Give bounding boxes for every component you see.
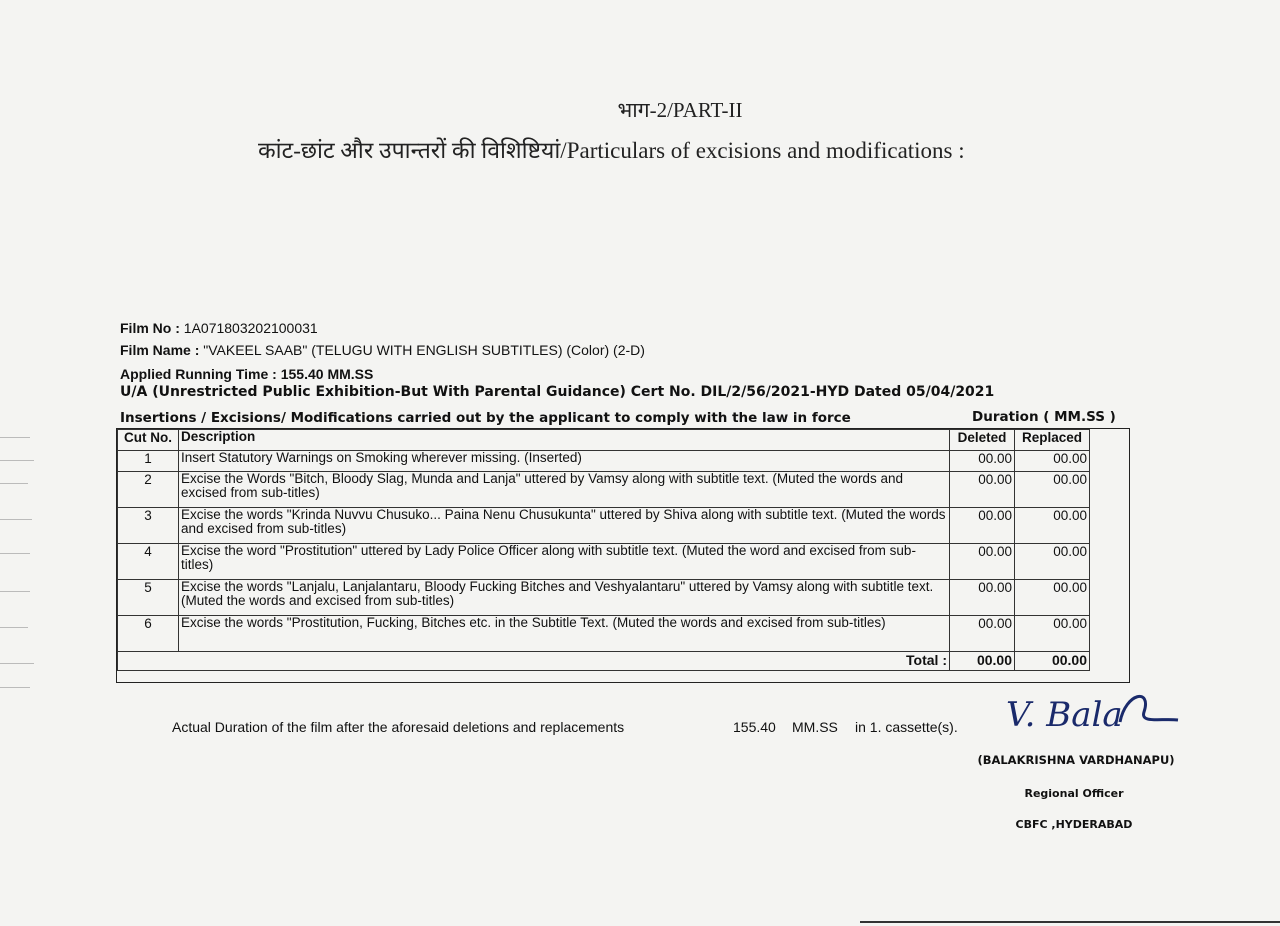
officer-signature [1002,682,1192,742]
actual-duration-value: 155.40 [733,719,776,735]
cut-no-cell: 3 [118,508,179,544]
officer-name: (BALAKRISHNA VARDHANAPU) [977,753,1175,767]
total-row [118,652,1090,671]
table-row [118,544,1090,580]
particulars-heading: कांट-छांट और उपान्तरों की विशिष्टियां/Particulars of excisions and modifications : [258,138,965,163]
part-heading: भाग-2/PART-II [617,98,743,122]
actual-duration-unit: MM.SS [792,719,838,735]
deleted-cell: 00.00 [950,508,1015,544]
scan-bottom-line [860,921,1280,923]
table-row [118,451,1090,472]
cut-no-cell: 4 [118,544,179,580]
officer-title: Regional Officer [1024,787,1124,800]
deleted-cell: 00.00 [950,472,1015,508]
scan-mark [0,663,34,664]
scan-mark [0,591,30,592]
signature-flourish [1120,696,1178,722]
scan-mark [0,519,32,520]
scan-mark [0,553,30,554]
cut-no-cell: 6 [118,616,179,652]
col-cut-no: Cut No. [118,430,179,451]
total-replaced: 00.00 [1015,652,1090,671]
description-cell: Excise the words "Lanjalu, Lanjalantaru, Bloody Fucking Bitches and Veshyalantaru" uttered by Vamsy along with subtitle text. (Muted the words and excised from sub-titles) [179,580,950,616]
table-body [118,451,1090,652]
replaced-cell: 00.00 [1015,544,1090,580]
deleted-cell: 00.00 [950,451,1015,472]
excisions-table-frame [116,428,1130,683]
duration-heading: Duration ( MM.SS ) [972,409,1116,425]
description-cell: Excise the Words "Bitch, Bloody Slag, Munda and Lanja" uttered by Vamsy along with subtitle text. (Muted the words and excised from sub-titles) [179,472,950,508]
description-cell: Excise the words "Krinda Nuvvu Chusuko... Paina Nenu Chusukunta" uttered by Shiva along with subtitle text. (Muted the words and excised from sub-titles) [179,508,950,544]
table-row [118,508,1090,544]
cassette-count: in 1. cassette(s). [855,719,958,735]
scan-mark [0,437,30,438]
table-row [118,580,1090,616]
running-time: Applied Running Time : 155.40 MM.SS [120,366,374,382]
excisions-table [117,429,1090,671]
scan-mark [0,627,28,628]
film-name-line [120,342,645,358]
table-row [118,616,1090,652]
description-cell: Excise the words "Prostitution, Fucking, Bitches etc. in the Subtitle Text. (Muted the words and excised from sub-titles) [179,616,950,652]
deleted-cell: 00.00 [950,580,1015,616]
total-blank-cell [118,652,179,671]
description-cell: Insert Statutory Warnings on Smoking wherever missing. (Inserted) [179,451,950,472]
total-deleted: 00.00 [950,652,1015,671]
film-no-label: Film No : [120,320,180,336]
actual-duration-label: Actual Duration of the film after the aforesaid deletions and replacements [172,719,625,735]
col-replaced: Replaced [1015,430,1090,451]
film-name-label: Film Name : [120,342,200,358]
cut-no-cell: 1 [118,451,179,472]
replaced-cell: 00.00 [1015,580,1090,616]
cut-no-cell: 5 [118,580,179,616]
film-name-value: "VAKEEL SAAB" (TELUGU WITH ENGLISH SUBTITLES) (Color) (2-D) [203,342,645,358]
film-no-value: 1A071803202100031 [183,320,318,336]
scan-mark [0,483,28,484]
col-deleted: Deleted [950,430,1015,451]
table-row [118,472,1090,508]
film-no-line [120,320,318,336]
insertions-heading: Insertions / Excisions/ Modifications carried out by the applicant to comply with the law in force [120,410,851,426]
deleted-cell: 00.00 [950,616,1015,652]
certificate-line: U/A (Unrestricted Public Exhibition-But With Parental Guidance) Cert No. DIL/2/56/2021-HYD Dated 05/04/2021 [120,384,995,400]
total-label: Total : [179,652,950,671]
scan-mark [0,460,34,461]
scan-mark [0,687,30,688]
cut-no-cell: 2 [118,472,179,508]
deleted-cell: 00.00 [950,544,1015,580]
replaced-cell: 00.00 [1015,451,1090,472]
replaced-cell: 00.00 [1015,472,1090,508]
description-cell: Excise the word "Prostitution" uttered by Lady Police Officer along with subtitle text. (Muted the word and excised from sub-titles) [179,544,950,580]
col-description: Description [179,430,950,451]
officer-office: CBFC ,HYDERABAD [1015,818,1133,831]
replaced-cell: 00.00 [1015,508,1090,544]
signature-text: V. Bala [1006,695,1123,735]
replaced-cell: 00.00 [1015,616,1090,652]
